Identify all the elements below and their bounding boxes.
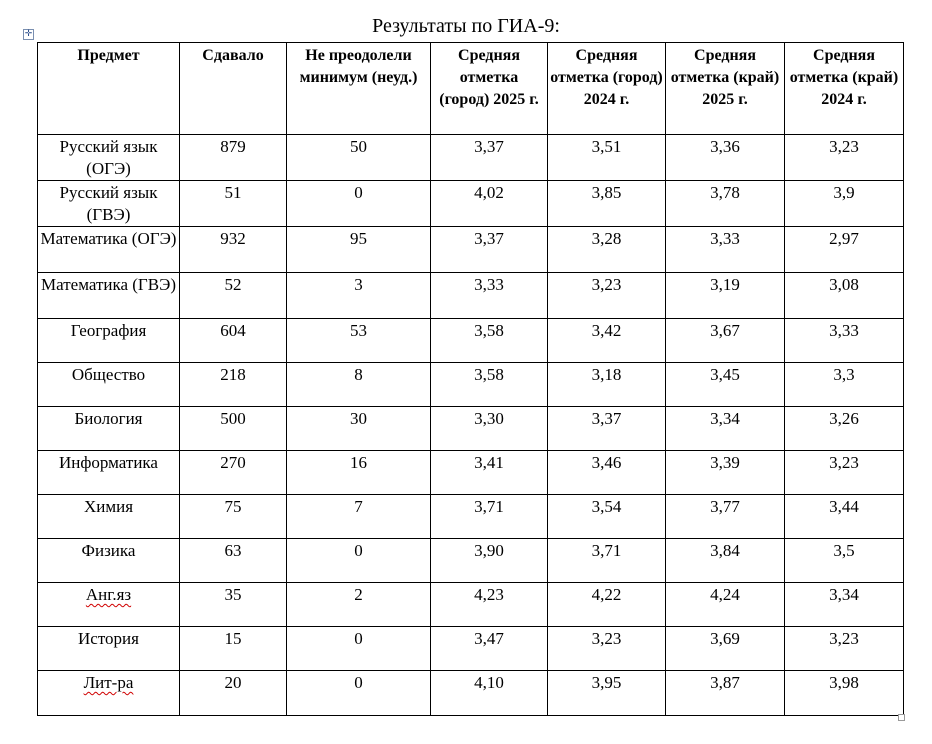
cell-region-2025: 3,33: [666, 227, 785, 273]
table-row: [38, 539, 904, 583]
cell-city-2024: 3,71: [548, 539, 666, 583]
cell-failed: 0: [287, 627, 431, 671]
cell-city-2025: 3,30: [431, 407, 548, 451]
cell-region-2025: 3,39: [666, 451, 785, 495]
cell-took: 932: [180, 227, 287, 273]
cell-region-2024: 3,26: [785, 407, 904, 451]
cell-city-2025: 3,41: [431, 451, 548, 495]
cell-city-2025: 3,47: [431, 627, 548, 671]
header-city-2024: Средняя отметка (город) 2024 г.: [548, 43, 666, 135]
cell-region-2024: 3,3: [785, 363, 904, 407]
cell-failed: 8: [287, 363, 431, 407]
cell-city-2025: 3,90: [431, 539, 548, 583]
cell-city-2025: 3,37: [431, 227, 548, 273]
cell-city-2025: 3,37: [431, 135, 548, 181]
cell-city-2025: 3,58: [431, 363, 548, 407]
cell-city-2025: 3,58: [431, 319, 548, 363]
cell-took: 51: [180, 181, 287, 227]
cell-subject: [38, 671, 180, 716]
cell-subject: Математика (ОГЭ): [38, 227, 180, 273]
table-row: [38, 273, 904, 319]
cell-failed: 50: [287, 135, 431, 181]
cell-region-2024: 3,44: [785, 495, 904, 539]
cell-city-2025: 3,33: [431, 273, 548, 319]
table-row: [38, 181, 904, 227]
cell-failed: 16: [287, 451, 431, 495]
table-row: [38, 671, 904, 716]
cell-subject: География: [38, 319, 180, 363]
table-row: [38, 451, 904, 495]
cell-city-2025: 3,71: [431, 495, 548, 539]
cell-took: 879: [180, 135, 287, 181]
table-resize-icon[interactable]: [898, 714, 905, 721]
cell-failed: 30: [287, 407, 431, 451]
document-title: Результаты по ГИА-9:: [372, 15, 560, 37]
table-row: [38, 627, 904, 671]
cell-subject: Биология: [38, 407, 180, 451]
cell-region-2025: 3,84: [666, 539, 785, 583]
cell-region-2024: 3,23: [785, 135, 904, 181]
header-failed: Не преодолели минимум (неуд.): [287, 43, 431, 135]
cell-city-2024: 3,95: [548, 671, 666, 716]
cell-region-2024: 3,98: [785, 671, 904, 716]
cell-failed: 0: [287, 539, 431, 583]
cell-failed: 0: [287, 671, 431, 716]
cell-region-2025: 3,78: [666, 181, 785, 227]
cell-region-2024: 3,9: [785, 181, 904, 227]
cell-took: 63: [180, 539, 287, 583]
cell-region-2024: 3,23: [785, 627, 904, 671]
cell-region-2025: 3,77: [666, 495, 785, 539]
table-row: [38, 363, 904, 407]
cell-region-2025: 3,36: [666, 135, 785, 181]
cell-took: 270: [180, 451, 287, 495]
cell-failed: 0: [287, 181, 431, 227]
cell-failed: 2: [287, 583, 431, 627]
header-took: Сдавало: [180, 43, 287, 135]
table-header-row: [38, 43, 904, 135]
spellcheck-underlined-text: Лит-ра: [83, 673, 134, 692]
cell-city-2024: 3,46: [548, 451, 666, 495]
cell-city-2024: 3,51: [548, 135, 666, 181]
cell-region-2024: 3,08: [785, 273, 904, 319]
cell-took: 604: [180, 319, 287, 363]
cell-region-2024: 2,97: [785, 227, 904, 273]
cell-city-2024: 3,28: [548, 227, 666, 273]
table-move-icon[interactable]: ✛: [24, 29, 33, 39]
cell-city-2025: 4,02: [431, 181, 548, 227]
cell-region-2025: 3,67: [666, 319, 785, 363]
cell-subject: Информатика: [38, 451, 180, 495]
table-row: [38, 583, 904, 627]
header-region-2025: Средняя отметка (край) 2025 г.: [666, 43, 785, 135]
cell-took: 15: [180, 627, 287, 671]
table-row: [38, 135, 904, 181]
spellcheck-underlined-text: Анг.яз: [85, 585, 132, 604]
cell-subject: Общество: [38, 363, 180, 407]
cell-subject: Русский язык (ОГЭ): [38, 135, 180, 181]
cell-failed: 95: [287, 227, 431, 273]
cell-subject: [38, 583, 180, 627]
cell-city-2024: 3,37: [548, 407, 666, 451]
table-row: [38, 407, 904, 451]
table-row: [38, 227, 904, 273]
cell-city-2024: 3,54: [548, 495, 666, 539]
cell-took: 75: [180, 495, 287, 539]
cell-region-2025: 3,34: [666, 407, 785, 451]
cell-subject: Физика: [38, 539, 180, 583]
cell-subject: Математика (ГВЭ): [38, 273, 180, 319]
cell-city-2024: 3,85: [548, 181, 666, 227]
cell-region-2024: 3,23: [785, 451, 904, 495]
cell-region-2024: 3,34: [785, 583, 904, 627]
table-row: [38, 319, 904, 363]
cell-city-2024: 4,22: [548, 583, 666, 627]
cell-city-2024: 3,23: [548, 627, 666, 671]
cell-region-2024: 3,5: [785, 539, 904, 583]
cell-failed: 7: [287, 495, 431, 539]
table-row: [38, 495, 904, 539]
cell-failed: 3: [287, 273, 431, 319]
header-subject: Предмет: [38, 43, 180, 135]
header-city-2025: Средняя отметка (город) 2025 г.: [431, 43, 548, 135]
cell-region-2025: 3,69: [666, 627, 785, 671]
cell-city-2025: 4,10: [431, 671, 548, 716]
cell-region-2025: 3,19: [666, 273, 785, 319]
cell-subject: История: [38, 627, 180, 671]
cell-took: 20: [180, 671, 287, 716]
cell-city-2024: 3,42: [548, 319, 666, 363]
cell-region-2025: 3,87: [666, 671, 785, 716]
cell-region-2025: 4,24: [666, 583, 785, 627]
cell-region-2024: 3,33: [785, 319, 904, 363]
cell-city-2024: 3,18: [548, 363, 666, 407]
cell-took: 500: [180, 407, 287, 451]
cell-city-2025: 4,23: [431, 583, 548, 627]
header-region-2024: Средняя отметка (край) 2024 г.: [785, 43, 904, 135]
cell-region-2025: 3,45: [666, 363, 785, 407]
cell-took: 218: [180, 363, 287, 407]
cell-took: 52: [180, 273, 287, 319]
results-table: [37, 42, 904, 716]
cell-subject: Химия: [38, 495, 180, 539]
cell-took: 35: [180, 583, 287, 627]
cell-failed: 53: [287, 319, 431, 363]
cell-city-2024: 3,23: [548, 273, 666, 319]
cell-subject: Русский язык (ГВЭ): [38, 181, 180, 227]
